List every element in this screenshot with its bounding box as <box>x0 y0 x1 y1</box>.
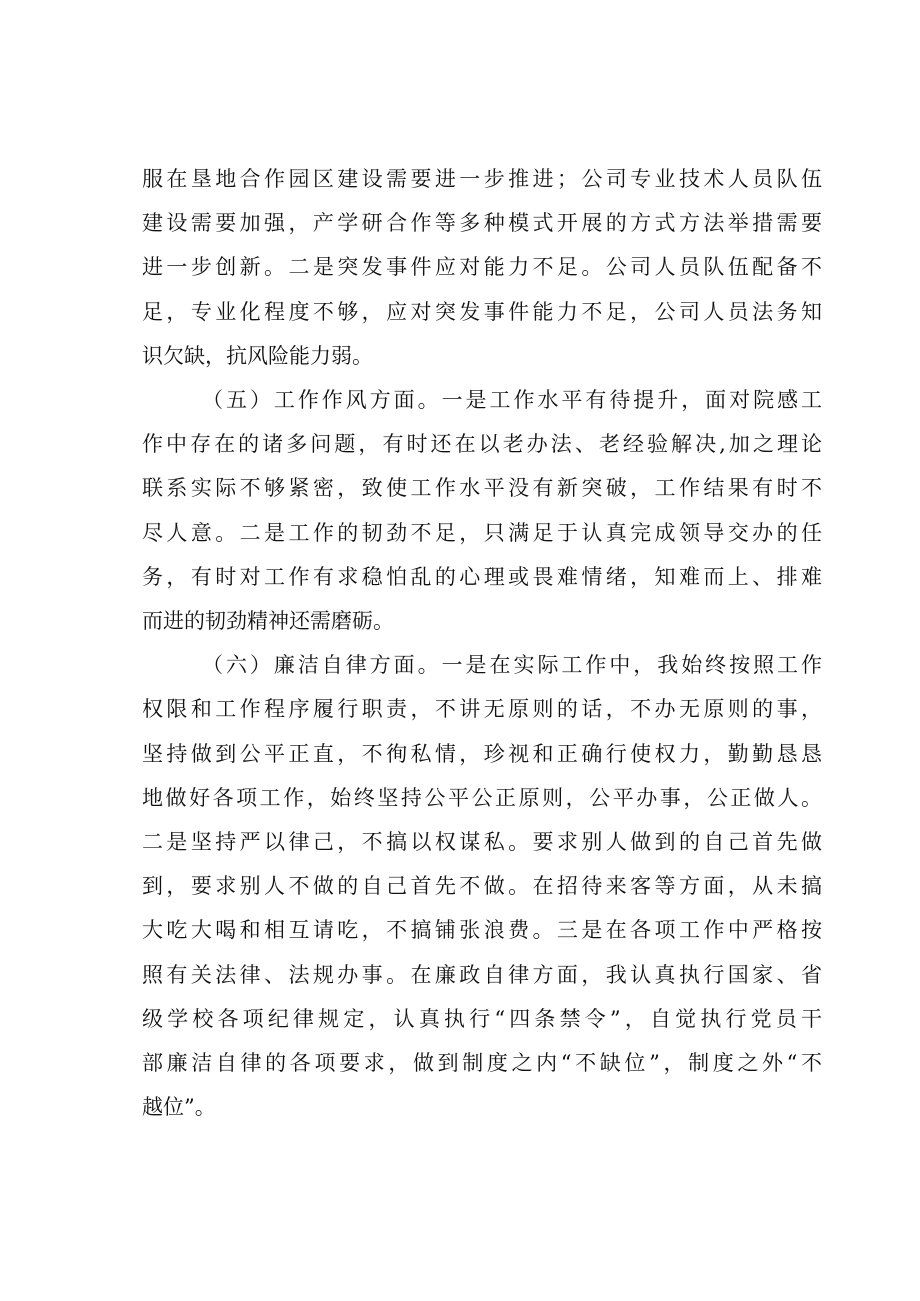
text-line: 服在垦地合作园区建设需要进一步推进；公司专业技术人员队伍 <box>142 167 822 191</box>
text-line: 到，要求别人不做的自己首先不做。在招待来客等方面，从未搞 <box>142 874 822 899</box>
text-line: 照有关法律、法规办事。在廉政自律方面，我认真执行国家、省 <box>142 962 822 987</box>
text-line: （五）工作作风方面。一是工作水平有待提升，面对院感工 <box>202 388 822 413</box>
paragraph-work-style <box>142 378 822 643</box>
text-line: 地做好各项工作，始终坚持公平公正原则，公平办事，公正做人。 <box>142 785 822 810</box>
text-line: （六）廉洁自律方面。一是在实际工作中，我始终按照工作 <box>202 653 822 678</box>
paragraph-continuation <box>142 157 822 378</box>
text-line: 部廉洁自律的各项要求，做到制度之内“不缺位”，制度之外“不 <box>142 1051 822 1076</box>
paragraph-integrity <box>142 643 822 1129</box>
document-body <box>142 157 822 1129</box>
text-line: 级学校各项纪律规定，认真执行“四条禁令”，自觉执行党员干 <box>142 1006 822 1031</box>
text-line: 务，有时对工作有求稳怕乱的心理或畏难情绪，知难而上、排难 <box>142 564 822 589</box>
text-line: 尽人意。二是工作的韧劲不足，只满足于认真完成领导交办的任 <box>142 520 822 545</box>
text-line: 大吃大喝和相互请吃，不搞铺张浪费。三是在各项工作中严格按 <box>142 918 822 943</box>
text-line: 联系实际不够紧密，致使工作水平没有新突破，工作结果有时不 <box>142 476 822 501</box>
text-line: 进一步创新。二是突发事件应对能力不足。公司人员队伍配备不 <box>142 255 822 280</box>
text-line: 识欠缺，抗风险能力弱。 <box>142 343 373 368</box>
text-line: 坚持做到公平正直，不徇私情，珍视和正确行使权力，勤勤恳恳 <box>142 741 822 766</box>
text-line: 而进的韧劲精神还需磨砺。 <box>142 609 394 634</box>
text-line: 建设需要加强，产学研合作等多种模式开展的方式方法举措需要 <box>142 211 822 236</box>
text-line: 作中存在的诸多问题，有时还在以老办法、老经验解决,加之理论 <box>142 432 822 457</box>
text-line: 越位”。 <box>142 1095 216 1120</box>
text-line: 足，专业化程度不够，应对突发事件能力不足，公司人员法务知 <box>142 299 822 324</box>
text-line: 权限和工作程序履行职责，不讲无原则的话，不办无原则的事， <box>142 697 822 722</box>
text-line: 二是坚持严以律己，不搞以权谋私。要求别人做到的自己首先做 <box>142 830 822 855</box>
